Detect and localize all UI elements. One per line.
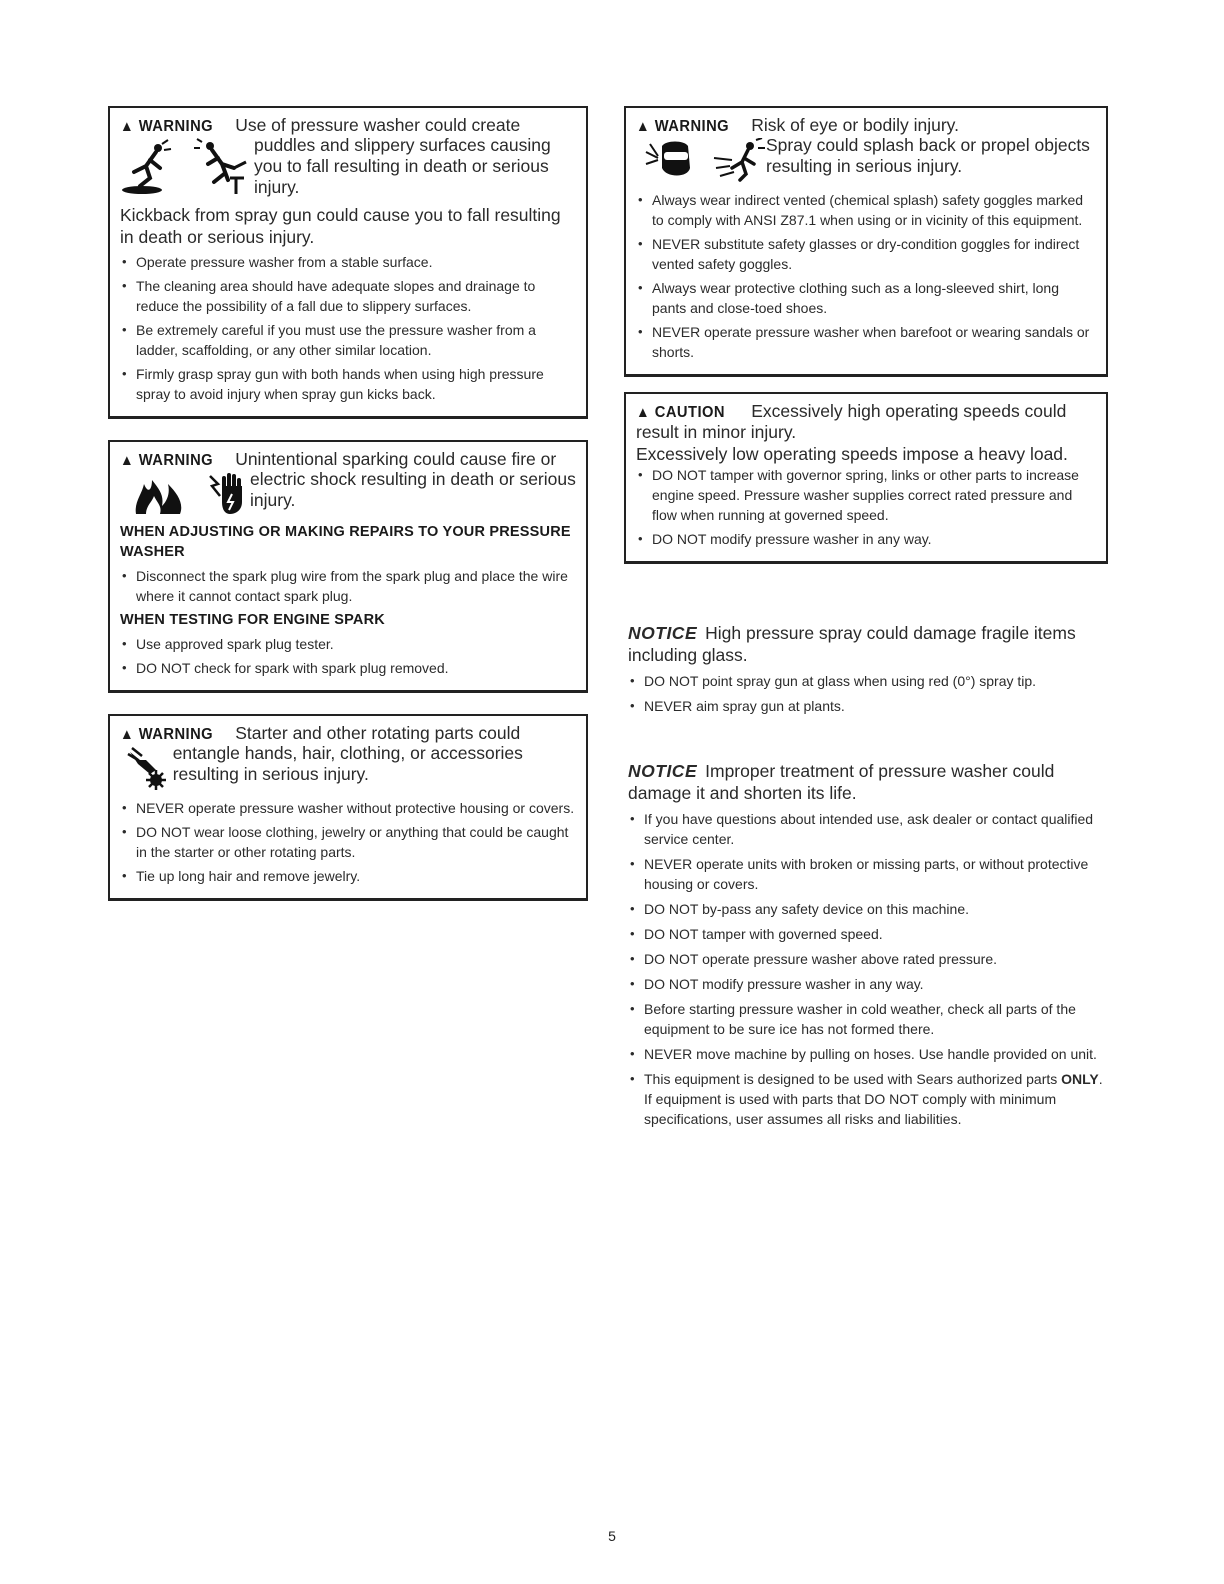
notice-text: Improper treatment of pressure washer could damage it and shorten its life. [628, 761, 1055, 803]
notice-label: NOTICE [628, 623, 698, 643]
warning-lead: Unintentional sparking could cause fire or [235, 449, 557, 469]
page-number: 5 [608, 1528, 616, 1544]
splash-back-icon [710, 138, 766, 182]
bullet-list [120, 566, 576, 606]
list-item: • NEVER aim spray gun at plants. [628, 696, 1108, 716]
alert-triangle-icon: ▲ [636, 404, 651, 421]
list-item: • NEVER operate pressure washer when barefoot or wearing sandals or shorts. [636, 322, 1096, 362]
caution-box-speed [624, 392, 1108, 564]
list-item: • DO NOT check for spark with spark plug removed. [120, 658, 576, 678]
alert-triangle-icon: ▲ [120, 118, 135, 135]
list-item: • NEVER operate units with broken or missing parts, or without protective housing or covers. [628, 854, 1108, 894]
list-item: • DO NOT operate pressure washer above rated pressure. [628, 949, 1108, 969]
warning-signal: ▲ WARNING [120, 117, 214, 135]
list-item: • Operate pressure washer from a stable surface. [120, 252, 576, 272]
list-item: • NEVER move machine by pulling on hoses. Use handle provided on unit. [628, 1044, 1108, 1064]
warning-lead-continued: electric shock resulting in death or serious injury. [250, 469, 576, 510]
warning-signal: ▲ WARNING [636, 117, 730, 135]
warning-body: Kickback from spray gun could cause you to fall resulting in death or serious injury. [120, 205, 561, 247]
list-item: • DO NOT wear loose clothing, jewelry or anything that could be caught in the starter or other rotating parts. [120, 822, 576, 862]
notice-label: NOTICE [628, 761, 698, 781]
list-item: • DO NOT modify pressure washer in any way. [628, 974, 1108, 994]
notice-fragile-items [628, 622, 1108, 716]
warning-box-eye-injury [624, 106, 1108, 377]
notice-improper-treatment [628, 760, 1108, 1129]
alert-triangle-icon: ▲ [120, 726, 135, 743]
alert-triangle-icon: ▲ [120, 452, 135, 469]
bullet-list [120, 252, 576, 404]
slip-fall-icon [120, 138, 180, 196]
list-item: • NEVER substitute safety glasses or dry-condition goggles for indirect vented safety goggles. [636, 234, 1096, 274]
left-column [108, 106, 588, 901]
list-item: • Tie up long hair and remove jewelry. [120, 866, 576, 886]
entanglement-hand-icon [126, 746, 170, 792]
list-item: • DO NOT point spray gun at glass when using red (0°) spray tip. [628, 671, 1108, 691]
kickback-fall-icon [194, 138, 254, 196]
warning-signal: ▲ WARNING [120, 451, 214, 469]
bullet-list [628, 671, 1108, 716]
caution-lead: Excessively high operating speeds could result in minor injury. [636, 401, 1067, 442]
list-item: • Always wear indirect vented (chemical splash) safety goggles marked to comply with ANSI Z87.1 when using or in vicinity of this equipment. [636, 190, 1096, 230]
list-item: • DO NOT by-pass any safety device on this machine. [628, 899, 1108, 919]
right-column [624, 106, 1108, 1134]
fire-icon [132, 472, 188, 516]
list-item: • DO NOT modify pressure washer in any way. [636, 529, 1096, 549]
warning-lead-continued: Spray could splash back or propel objects resulting in serious injury. [766, 135, 1090, 176]
caution-signal: ▲ CAUTION [636, 403, 726, 421]
notice-text: High pressure spray could damage fragile items including glass. [628, 623, 1076, 665]
caution-body: Excessively low operating speeds impose a heavy load. [636, 444, 1068, 464]
warning-box-entanglement [108, 714, 588, 901]
list-item: • If you have questions about intended use, ask dealer or contact qualified service center. [628, 809, 1108, 849]
alert-triangle-icon: ▲ [636, 118, 651, 135]
warning-lead: Starter and other rotating parts could [235, 723, 521, 743]
warning-lead-continued: puddles and slippery surfaces causing you to fall resulting in death or serious injury. [254, 135, 551, 197]
bullet-list [636, 465, 1096, 549]
section-subheading: WHEN TESTING FOR ENGINE SPARK [120, 612, 385, 628]
warning-lead: Use of pressure washer could create [235, 115, 521, 135]
warning-box-slip [108, 106, 588, 419]
warning-lead-continued: entangle hands, hair, clothing, or accessories resulting in serious injury. [172, 743, 523, 784]
list-item: • Firmly grasp spray gun with both hands when using high pressure spray to avoid injury when spray gun kicks back. [120, 364, 576, 404]
list-item: • Be extremely careful if you must use the pressure washer from a ladder, scaffolding, or any other similar location. [120, 320, 576, 360]
list-item: • DO NOT tamper with governed speed. [628, 924, 1108, 944]
warning-signal: ▲ WARNING [120, 725, 214, 743]
list-item: • Before starting pressure washer in cold weather, check all parts of the equipment to be sure ice has not formed there. [628, 999, 1108, 1039]
list-item: • The cleaning area should have adequate slopes and drainage to reduce the possibility of a fall due to slippery surfaces. [120, 276, 576, 316]
list-item: • NEVER operate pressure washer without protective housing or covers. [120, 798, 576, 818]
bullet-list [636, 190, 1096, 362]
bullet-list [628, 809, 1108, 1129]
electric-shock-icon [202, 472, 250, 516]
list-item: • Use approved spark plug tester. [120, 634, 576, 654]
list-item: • Always wear protective clothing such as a long-sleeved shirt, long pants and close-toed shoes. [636, 278, 1096, 318]
warning-box-sparking [108, 440, 588, 693]
list-item: • This equipment is designed to be used with Sears authorized parts ONLY. If equipment is used with parts that DO NOT comply with minimum specifications, user assumes all risks and liabilities. [628, 1069, 1108, 1129]
warning-lead: Risk of eye or bodily injury. [751, 115, 959, 135]
bullet-list [120, 634, 576, 678]
emphasis-only: ONLY [1061, 1071, 1099, 1087]
list-item: • Disconnect the spark plug wire from the spark plug and place the wire where it cannot contact spark plug. [120, 566, 576, 606]
section-subheading: WHEN ADJUSTING OR MAKING REPAIRS TO YOUR PRESSURE WASHER [120, 524, 571, 560]
bullet-list [120, 798, 576, 886]
list-item: • DO NOT tamper with governor spring, links or other parts to increase engine speed. Pressure washer supplies correct rated pressure and flow when running at governed speed. [636, 465, 1096, 525]
eye-protection-icon [644, 138, 700, 182]
